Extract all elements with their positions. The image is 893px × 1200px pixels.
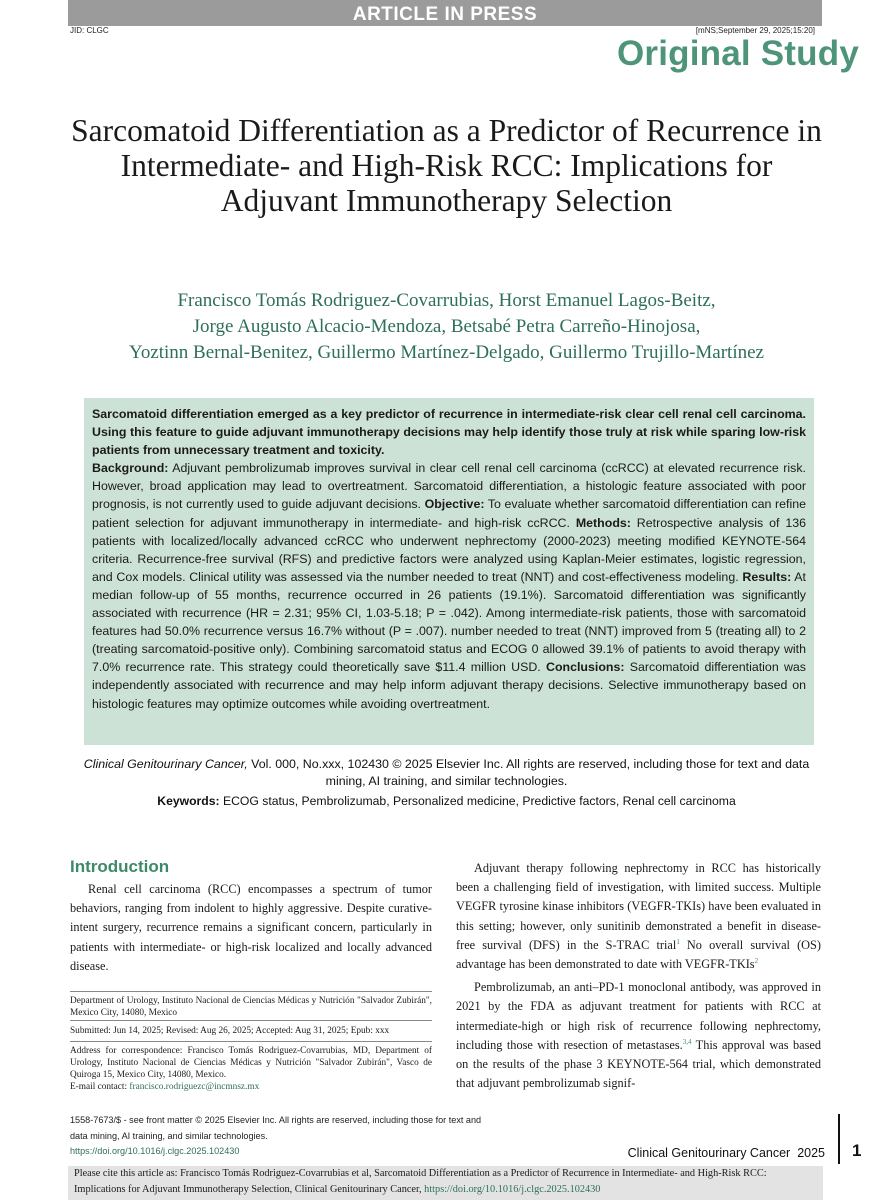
intro-paragraph: Renal cell carcinoma (RCC) encompasses a spectrum of tumor behaviors, ranging from indolent to highly aggressive. Despite curative-intent surgery, recurrence remains a significant concern, particularly in patients with intermediate- or high-risk localized and locally advanced disease. xyxy=(70,882,432,973)
section-heading: Introduction xyxy=(70,857,170,876)
abstract-box xyxy=(84,398,814,745)
reference-link[interactable]: 2 xyxy=(754,956,759,965)
author-list xyxy=(40,288,853,366)
copyright-notice xyxy=(70,1113,490,1160)
footer-journal: Clinical Genitourinary Cancer xyxy=(627,1146,791,1160)
keywords xyxy=(72,793,821,810)
article-in-press-banner: ARTICLE IN PRESS xyxy=(68,0,822,26)
right-column xyxy=(456,859,821,1093)
results-text: At median follow-up of 55 months, recurrence occurred in 26 patients (19.1%). Sarcomatoid differentiation was significantly associated with recurrence (HR = 2.31; 95% CI, 1.03-5.18; P = .042). Among intermediate-risk patients, those with sarcomatoid features had 50.0% recurrence versus 16.7% without (P = .007). number needed to treat (NNT) improved from 5 (treating all) to 2 (treating sarcomatoid-positive only). Combining sarcomatoid status and ECOG 0 allowed 39.1% of patients to avoid therapy with 7.0% recurrence rate. This strategy could theoretically save $11.4 million USD. xyxy=(92,569,807,675)
paragraph-text: Pembrolizumab, an anti–PD-1 monoclonal antibody, was approved in 2021 by the FDA as adjuvant treatment for patients with RCC at intermediate-high or high risk of recurrence following nephrectomy, including those with resection of metastases. xyxy=(456,980,821,1052)
methods-text: Retrospective analysis of 136 patients with localized/locally advanced ccRCC who underwent nephrectomy (2000-2023) meeting modified KEYNOTE-564 criteria. Recurrence-free survival (RFS) and predictive factors were analyzed using Kaplan-Meier estimates, logistic regression, and Cox models. Clinical utility was assessed via the number needed to treat (NNT) and cost-effectiveness modeling. xyxy=(92,515,806,584)
correspondence-address: Address for correspondence: Francisco Tomás Rodriguez-Covarrubias, MD, Department of Urology, Instituto Nacional de Ciencias Médicas y Nutrición "Salvador Zubirán", Vasco de Quiroga 15, Mexico City, 14080, Mexico. xyxy=(70,1046,432,1080)
left-column xyxy=(70,880,432,976)
timestamp-stamp: [mNS;September 29, 2025;15:20] xyxy=(695,26,815,35)
footer-divider xyxy=(838,1114,840,1164)
cite-doi-link[interactable]: https://doi.org/10.1016/j.clgc.2025.102430 xyxy=(424,1184,601,1195)
issn-text: 1558-7673/$ - see front matter © 2025 Elsevier Inc. All rights are reserved, including those for text and data mining, AI training, and similar technologies. xyxy=(70,1115,482,1141)
reference-link[interactable]: 1 xyxy=(676,937,680,946)
author-line: Francisco Tomás Rodriguez-Covarrubias, Horst Emanuel Lagos-Beitz, xyxy=(177,290,716,311)
cite-text: Please cite this article as: Francisco Tomás Rodriguez-Covarrubias et al, Sarcomatoid Differentiation as a Predictor of Recurrence in Intermediate- and High-Risk RCC: Implications for Adjuvant Immunotherapy Selection, Clinical Genitourinary Cancer, xyxy=(74,1168,767,1195)
running-footer xyxy=(628,1146,825,1160)
objective-label: Objective: xyxy=(424,497,485,512)
footnote-divider xyxy=(70,991,432,992)
paragraph-text: No overall survival (OS) advantage has been demonstrated to date with VEGFR-TKIs xyxy=(456,937,821,972)
citation-rest: Vol. 000, No.xxx, 102430 © 2025 Elsevier Inc. All rights are reserved, including those for text and data mining, AI training, and similar technologies. xyxy=(247,757,810,788)
affiliation-note: Department of Urology, Instituto Nacional de Ciencias Médicas y Nutrición "Salvador Zubirán", Mexico City, 14080, Mexico xyxy=(70,996,432,1018)
body-paragraph xyxy=(456,859,821,974)
footer-year: 2025 xyxy=(797,1146,825,1160)
paragraph-text: Adjuvant therapy following nephrectomy in RCC has historically been a challenging field of investigation, with limited success. Multiple VEGFR tyrosine kinase inhibitors (VEGFR-TKIs) have been evaluated in this setting; however, only sunitinib demonstrated a benefit in disease-free survival (DFS) in the S-TRAC trial xyxy=(456,861,821,952)
page-number: 1 xyxy=(852,1141,862,1160)
footnote-divider xyxy=(70,1041,432,1042)
doi-link[interactable]: https://doi.org/10.1016/j.clgc.2025.102430 xyxy=(70,1146,240,1156)
cite-this-article xyxy=(68,1166,823,1200)
abstract-highlight: Sarcomatoid differentiation emerged as a key predictor of recurrence in intermediate-risk clear cell renal cell carcinoma. Using this feature to guide adjuvant immunotherapy decisions may help identify those truly at risk while sparing low-risk patients from unnecessary treatment and toxicity. xyxy=(92,407,806,458)
keywords-label: Keywords: xyxy=(157,794,220,808)
objective-text: To evaluate whether sarcomatoid differentiation can refine patient selection for adjuvant immunotherapy in intermediate- and high-risk ccRCC. xyxy=(92,497,806,530)
body-paragraph xyxy=(456,978,821,1093)
correspondence-note xyxy=(70,1045,432,1093)
article-title: Sarcomatoid Differentiation as a Predictor of Recurrence in Intermediate- and High-Risk RCC: Implications for Adjuvant Immunotherapy Selection xyxy=(71,113,822,218)
conclusions-text: Sarcomatoid differentiation was independently associated with recurrence and may help inform adjuvant therapy decisions. Selective immunotherapy based on histologic features may optimize outcomes while avoiding overtreatment. xyxy=(92,660,806,711)
conclusions-label: Conclusions: xyxy=(546,660,625,675)
reference-link[interactable]: 3,4 xyxy=(682,1037,692,1046)
journal-id: JID: CLGC xyxy=(70,26,109,35)
background-text: Adjuvant pembrolizumab improves survival in clear cell renal cell carcinoma (ccRCC) at elevated recurrence risk. However, broad application may lead to overtreatment. Sarcomatoid differentiation, a histologic feature associated with poor prognosis, is not currently used to guide adjuvant decisions. xyxy=(92,461,806,512)
section-label: Original Study xyxy=(617,34,859,73)
author-line: Yoztinn Bernal-Benitez, Guillermo Martínez-Delgado, Guillermo Trujillo-Martínez xyxy=(129,342,764,363)
email-link[interactable]: francisco.rodriguezc@incmnsz.mx xyxy=(129,1082,260,1092)
email-label: E-mail contact: xyxy=(70,1082,130,1092)
keywords-text: ECOG status, Pembrolizumab, Personalized medicine, Predictive factors, Renal cell carcinoma xyxy=(219,794,736,808)
abstract-body xyxy=(92,459,806,712)
footnote-divider xyxy=(70,1020,432,1021)
journal-citation xyxy=(72,756,821,790)
background-label: Background: xyxy=(92,461,169,476)
submission-dates: Submitted: Jun 14, 2025; Revised: Aug 26, 2025; Accepted: Aug 31, 2025; Epub: xxx xyxy=(70,1026,390,1036)
methods-label: Methods: xyxy=(575,515,631,530)
citation-journal: Clinical Genitourinary Cancer, xyxy=(83,757,248,771)
results-label: Results: xyxy=(742,569,792,584)
paragraph-text: This approval was based on the results of the phase 3 KEYNOTE-564 trial, which demonstrated that adjuvant pembrolizumab signif- xyxy=(456,1037,821,1091)
author-line: Jorge Augusto Alcacio-Mendoza, Betsabé Petra Carreño-Hinojosa, xyxy=(192,316,701,337)
